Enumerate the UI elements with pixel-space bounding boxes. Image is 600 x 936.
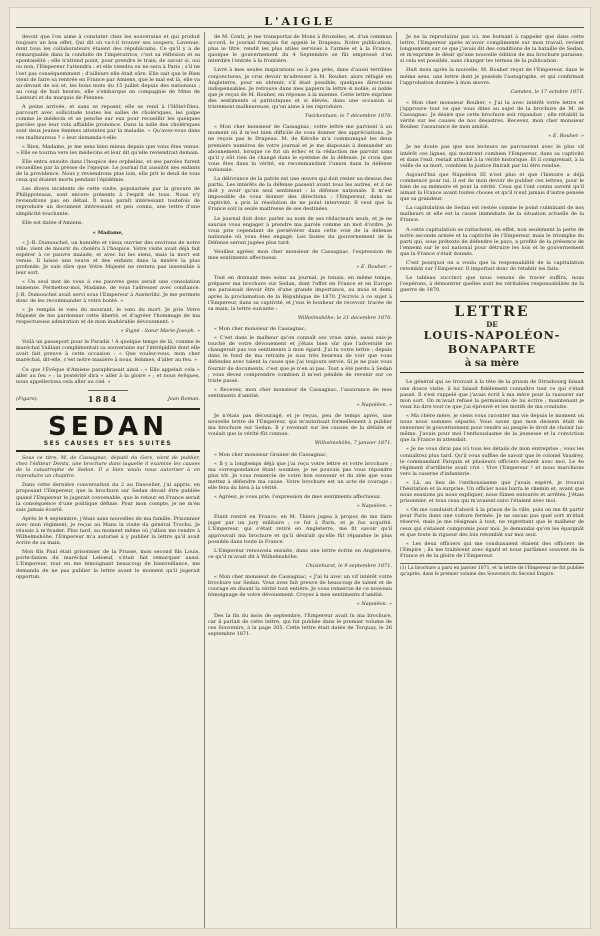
paragraph: Voilà un passeport pour le Paradis ! A quelque temps de là, comme le maréchal Vaillant complimentait sa souveraine sur l'intrépidité dont elle avait fait preuve à cette occasion : « Que voulez-vous, mon cher maréchal, dit-elle, c'est notre manière à nous, femmes, d'aller au feu. »: [16, 339, 200, 364]
paragraph: « Il y a longtemps déjà que j'ai reçu votre lettre et votre brochure ; ma correspondance étant soumise, je ne pouvais pas vous répondre plus tôt. Je vous remercie de votre bon souvenir et du zèle que vous mettez à défendre ma cause. Votre brochure est un acte de courage ; elle fera du bien à la vérité.: [208, 460, 392, 491]
lettre-name: LOUIS-NAPOLÉON-BONAPARTE: [423, 329, 561, 357]
paragraph: Le tableau succinct que nous venons de tracer suffira, nous l'espérons, à démontrer quelles sont les véritables responsabilités de la guerre de 1870.: [400, 275, 584, 294]
poem-source: (Figaro).: [16, 395, 39, 402]
paragraph: « Recevez, mon cher monsieur de Cassagnac, l'assurance de mes sentiments d'amitié.: [208, 386, 392, 399]
paragraph: La délivrance de la patrie est une œuvre qui doit rester au-dessus des partis. Les intérêts de la défense passent avant tous les autres, et il ne doit y avoir qu'un seul sentiment : la défense nationale. Il m'est impossible de vous donner des directions ; l'Empereur, dans sa captivité, a pris la résolution de ne point intervenir. Il veut que la France soit la seule maîtresse de ses destinées.: [208, 175, 392, 213]
paragraph: Aujourd'hui que Napoléon III n'est plus et que l'histoire a déjà commencé pour lui, il est de mon devoir de publier ces lettres, pour le bien de sa mémoire et pour la vérité. Ceux qui l'ont connu savent qu'il aimait la France avant toutes choses et qu'il n'eut jamais d'autre pensée que sa grandeur.: [400, 171, 584, 203]
paragraph: A cette capitulation se rattachent, en effet, non seulement la perte de notre seconde armée et la captivité de l'Empereur, mais le triomphe du parti qui, sous prétexte de défendre le pays, a profité de la présence de l'ennemi sur le sol national pour détruire les lois et le gouvernement que la France s'était donnés.: [400, 226, 584, 257]
letter-date: Camden, le 17 octobre 1871.: [510, 88, 584, 95]
lettre-title: LETTRE: [454, 304, 530, 321]
paragraph: Le général qui se trouvait à la tête de la prison de Strasbourg faisait une douce visite, il lui faisait fidèlement connaître tout ce qui s'était passé. Il s'est rappelé que j'avais écrit à ma mère pour la rassurer sur mon sort. On m'avait refusé la permission de lui écrire ; maintenant je veux lui dire tout ce que j'ai éprouvé et les motifs de ma conduite.: [400, 379, 584, 410]
paragraph: « On me conduisit d'abord à la prison de la ville, puis on me fit partir pour Paris dans une voiture fermée. Je ne savais pas quel sort m'était réservé, mais je me résignais à tout, ne regrettant que le malheur de ceux qui s'étaient compromis pour moi. Je demandai qu'on les épargnât et que toute la rigueur des lois retombât sur moi seul.: [400, 507, 584, 538]
sedan-subtitle: SES CAUSES ET SES SUITES: [43, 439, 173, 447]
sedan-title: SEDAN: [48, 411, 168, 442]
paragraph: Veuillez agréer, mon cher monsieur de Cassagnac, l'expression de mes sentiments affectueux.: [208, 249, 392, 262]
paragraph: « Je ne vous dirai pas ici tous les détails de mon entreprise ; vous les connaîtrez plus tard. Qu'il vous suffise de savoir que le colonel Vaudrey, le commandant Parquin et plusieurs officiers étaient avec moi. Le 4e régiment d'artillerie avait crié : Vive l'Empereur ! et nous marchions vers la caserne d'infanterie.: [400, 446, 584, 477]
paragraph: « Je remplis le vœu du mourant, le vœu du mort. Je prie Votre Majesté de me pardonner cette liberté, et d'agréer l'hommage de ma respectueuse admiration et de mon inaltérable dévouement. »: [16, 306, 200, 325]
paragraph: « C'est dans le malheur qu'on connaît ses vrais amis, aussi suis-je touché de votre dévouement et j'étais bien sûr que l'adversité ne changerait pas vos sentiments à mon égard. J'ai lu votre lettre ; depuis dans le fond de ma retraite je suis très heureux de voir que vous défendez avec talent la cause que j'ai toujours servie. Si je ne puis vous fournir de documents, c'est que je n'en ai pas. Tout a été perdu à Sedan ; vous devez comprendre combien il m'est pénible de revenir sur ce triste passé.: [208, 335, 392, 384]
letter-date: Wilhelmshöhe, 7 janvier 1871.: [314, 440, 392, 447]
paragraph: C'est pourquoi on a voulu que la responsabilité de la capitulation retombât sur l'Empereur. Il importait donc de rétablir les faits.: [400, 260, 584, 273]
masthead: [10, 10, 590, 28]
letter-date: Twickenham, le 7 décembre 1870.: [304, 113, 392, 120]
header-rule: [16, 450, 200, 452]
letter-salutation: « Madame,: [92, 229, 124, 236]
poem-author: Jean Roman.: [167, 395, 200, 402]
paragraph: « Mon cher monsieur Rouher, « J'ai lu avec intérêt votre lettre et j'approuve tout ce que vous dites au sujet de la brochure de M. de Cassagnac. Je désire que cette brochure soit répandue ; elle rétablit la vérité sur les causes de nos désastres. Recevez, mon cher monsieur Rouher, l'assurance de mon amitié.: [400, 99, 584, 131]
header-rule: [16, 408, 200, 410]
paragraph: « Mon cher monsieur de Cassagnac,: [214, 325, 307, 332]
paragraph: « Rien, Madame, je me sens bien mieux depuis que vous êtes venue. » Elle se tourna vers les médecins et leur dit qu'elle reviendrait demain.: [16, 143, 200, 156]
paragraph: « Mon cher monsieur de Cassagnac, « J'ai lu avec un vif intérêt votre brochure sur Sedan. Vous avez fait preuve de beaucoup de talent et de courage en disant la vérité tout entière. Je vous remercie de ce nouveau témoignage de votre dévouement. Croyez à mes sentiments d'amitié.: [208, 574, 392, 599]
paragraph: de M. Conti, je me transportai de Mons à Bruxelles, et, d'un commun accord, le journal français fut appelé le Drapeau. Notre publication, plus le titre, rendit les plus utiles services à l'armée et à la France, quoique le gouvernement du 4 Septembre se fût empressé d'en interdire l'entrée à la frontière.: [208, 34, 392, 65]
paragraph: Livré à mes seules inspirations ou à peu près, dans d'aussi terribles conjonctures, je crus devoir m'adresser à M. Rouher, alors réfugié en Angleterre, pour en obtenir, s'il était possible, quelques directions indispensables. Je retrouve dans mes papiers la lettre si noble, si noble que je reçus de M. Rouher, en réponse à la mienne. Cette lettre exprime des sentiments si patriotiques et si élevés, dans une occasion si tristement malheureuse, qu'on aime à les reproduire.: [208, 67, 392, 111]
paragraph: Le journal doit donc parler au nom de ses rédacteurs seuls, et je ne saurais vous engager à prendre ma parole comme un mot d'ordre. Je vous prie cependant de persévérer dans cette voie de la défense nationale où vous êtes engagé. Les fautes du gouvernement de la Défense seront jugées plus tard.: [208, 215, 392, 246]
lettre-subtitle: à sa mère: [464, 358, 520, 370]
paragraph: Les divers incidents de cette visite, popularisés par la gravure de Philippoteaux, sont encore présents à l'esprit de tous. Nous n'y reviendrons pas en détail. Il nous paraît intéressant toutefois de reproduire un document intéressant et peu connu, une lettre d'une simplicité touchante.: [16, 186, 200, 217]
paragraph: Huit mois après la nouvelle, M. Rouher reçut de l'Empereur, dans le même sens, une lettre dont je possède l'autographe, et qui confirmait l'approbation donnée à mon œuvre.: [400, 67, 584, 86]
letter-signature: « Napoléon. »: [356, 401, 392, 408]
newspaper-title: L'AIGLE: [264, 15, 336, 28]
sedan-article-header: [16, 408, 200, 452]
paragraph: Elle est datée d'Amiens.: [22, 219, 84, 226]
letter-date: Chislehurst, le 9 septembre 1871.: [305, 562, 392, 569]
letter-signature: « E. Rouher. »: [356, 264, 392, 271]
column-divider: [204, 32, 205, 928]
footnote: (1) La brochure a paru en janvier 1871, et la lettre de l'Empereur ne fut publiée qu'après, dans le premier volume des Souvenirs du Second Empire.: [400, 563, 584, 577]
paragraph: Elle entra ensuite dans l'hospice des orphelins, et ses paroles furent recueillies par la presse de l'époque. Le journal fut aussitôt des enfants de la providence. Nous y reviendrons plus loin, elle prit le deuil de tous ceux qui étaient morts pendant l'épidémie.: [16, 158, 200, 184]
column-2: [208, 34, 392, 926]
paragraph: « Mon cher monsieur de Cassagnac, votre lettre me parvient à un moment où il m'est bien difficile de vous donner des appréciations. Je ne reçois pas le Drapeau. M. de Kérolle m'a communiqué les deux premiers numéros de votre journal et je me disposais à demander un abonnement, lorsque ce fut un échec et la rédaction me parvint sans qu'il y eût rien de changé dans le système de la défense. Je crois que vous êtes dans la vérité, en recommandant l'union dans la défense nationale.: [208, 124, 392, 173]
column-divider: [396, 32, 397, 928]
paragraph: Tout en donnant mes soins au journal, je tenais, en même temps, préparer ma brochure sur Sedan, dont l'effet en France et en Europe me paraissait devoir être d'une grande importance, au mois et demi après la proclamation de la République de 1870. J'écrivis à ce sujet à l'Empereur, dans sa captivité, et j'eus le bonheur de recevoir, tracée de sa main, la lettre suivante :: [208, 275, 392, 312]
paragraph: La capitulation de Sedan est restée comme le point culminant de nos malheurs et elle est la cause immédiate de la situation actuelle de la France.: [400, 205, 584, 224]
separator: [88, 390, 128, 391]
letter-signature: « E. Rouher. »: [548, 133, 584, 140]
poem-footer: [16, 393, 200, 404]
paragraph: Mon fils Paul était prisonnier de la Prusse, mon second fils Louis, porte-fanion du maréchal Lebœuf, s'était fait remarquer aussi. L'Empereur, tout en me témoignant beaucoup de bienveillance, me demanda de ne pas publier la lettre avant le moment qu'il jugerait opportun.: [16, 549, 200, 580]
letter-signature: « Napoléon. »: [356, 503, 392, 510]
paragraph: « Agréez, je vous prie, l'expression de mes sentiments affectueux.: [214, 494, 382, 501]
poem-year: 1884: [87, 393, 119, 404]
paragraph: devoir que l'on aime à constater chez les souverains et qui produit toujours un bon effet. Qui dit où va-t-il trouver ses soupers, Lavenue, dont tous les collaborateurs étaient des républicains. Ce qu'il y a de remarquable dans la conduite de l'impératrice, c'est sa réflexion et sa spontanéité ; elle n'attend point, pour prendre le train, de savoir si, oui ou non, l'Empereur l'attendra : et elle viendra ou ne sera à Paris ; s'il ne l'est pas conséquemment ; d'ailleurs elle était sûre. Elle sait que le Bien vient de faire sa rentrée en France par Amiens, que le mal est là, elle va au-devant de soi et, les bons mots du 15 juillet depuis des nationaux ; au coup de huit heures, elle s'embarque en compagnie de Mme de Lasteuri et du marquis de Piennes.: [16, 34, 200, 101]
paragraph: L'Empereur renouvela ensuite, dans une lettre écrite en Angleterre, ce qu'il m'avait dit à Wilhelmshöhe.: [208, 547, 392, 560]
letter-date: Wilhelmshöhe, le 21 décembre 1870.: [297, 314, 392, 321]
column-3: [400, 34, 584, 926]
paragraph: Étant rentré en France, en M. Thiers jugea à propos de me faire juger par un jury militaire ; ce fut à Paris, et je fus acquitté. L'Empereur, qui s'était retiré en Angleterre, me fit savoir qu'il approuvait ma brochure et qu'il désirait qu'elle fût répandue le plus possible dans toute la France.: [208, 514, 392, 545]
paragraph: « Ma chère mère, je viens vous raconter ma vie depuis le moment où nous nous sommes séparés. Vous savez que mon dessein était de renverser le gouvernement pour rendre au peuple le droit de choisir lui-même. J'avais pour moi l'enthousiasme de la jeunesse et la conviction que la France m'attendait.: [400, 412, 584, 444]
paragraph: « Mon cher monsieur Granier de Cassagnac,: [214, 451, 328, 458]
paragraph: Dans cette dernière conversation du 2 au Dauvelier, j'ai appris, en proposant l'Empereur, que la brochure sur Sedan devait être publiée quand l'Empereur le jugerait convenable, que le retour en France serait la conséquence d'une politique définie. Pour mon compte, je ne m'en suis jamais écarté.: [16, 482, 200, 513]
header-rule: [400, 301, 584, 302]
paragraph: Après le 4 septembre, j'étais sans nouvelles de ma famille. Prisonnier avec mon régiment, je reçus au Mans la visite du général Trochu. Je réussis à m'évader. Plus tard, au moment même où j'allais me rendre à Wilhelmshöhe, l'Empereur m'a autorisé à y publier la lettre qu'il avait écrite de sa main.: [16, 515, 200, 547]
masthead-rule: [16, 27, 584, 28]
letter-signature: « Signé : Sœur Marie-Joseph. »: [120, 328, 200, 335]
paragraph: « Les deux officiers qui me conduisaient étaient des officiers de l'Empire ; ils me traitèrent avec égard et nous parlâmes souvent de la France et de la gloire de l'Empereur.: [400, 540, 584, 559]
paragraph: Des la fin du mois de septembre, l'Empereur avait lu ma brochure, car il parlait de cette lettre, qui fut publiée dans le premier volume de ces Souvenirs, à la page 205. Cette lettre était datée de Torquay, le 26 septembre 1871.: [208, 612, 392, 637]
paragraph: A peine arrivée, et sans se reposer, elle se rend à l'Hôtel-Dieu, parcourt avec sollicitude toutes les salles de cholériques, les palpe comme le médecin et se penche sur eux pour recueillir les quelques paroles que leur voix affaiblie prononce. Dans la salle des cholériques sont deux jeunes femmes atteintes par la maladie. « Qu'avez-vous dans ces malheureux ? » leur demanda-t-elle.: [16, 104, 200, 141]
header-rule: [400, 372, 584, 373]
letter-signature: « Napoléon. »: [356, 601, 392, 608]
column-1: [16, 34, 200, 926]
paragraph: Je ne doute pas que nos lecteurs ne parcourent avec le plus vif intérêt ces lignes, qui montrent combien l'Empereur, dans sa captivité et dans l'exil, restait attaché à la vérité historique. Et il comprenait, à la veille de sa mort, combien la justice finirait par lui être rendue.: [400, 144, 584, 169]
lettre-article-header: [400, 301, 584, 373]
sedan-intro: Sous ce titre, M. de Cassagnac, député du Gers, vient de publier, chez l'éditeur Dentu, une brochure dans laquelle il examine les causes de la catastrophe de Sedan. Il a bien voulu nous autoriser à en reproduire un chapitre.: [16, 454, 200, 480]
lettre-of: DE: [486, 320, 498, 330]
paragraph: « J.-B. Dumouchel, un honnête et vieux ouvrier des environs de notre ville, vient de mourir du choléra à l'hospice. Votre visite avait déjà fait espérer à ce pauvre malade, et avec lui les siens, mais la mort est venue. Il laisse une veuve et des enfants dans la misère la plus profonde. Je suis sûre que Votre Majesté ne restera pas insensible à leur sort.: [16, 239, 200, 277]
paragraph: « Un seul mot de vous à ces pauvres gens serait une consolation immense. Permettez-moi, Madame, de vous l'adresser avec confiance. J.-B. Dumouchel avait servi sous l'Empereur à Austerlitz. Je me permets donc de les recommander à votre bonté. »: [16, 279, 200, 304]
paragraph: Je ne la reproduirai pas ici, me bornant à rappeler que dans cette lettre, l'Empereur après m'avoir complimenté sur mon travail, revient longuement sur ce que j'avais dit des conditions de la bataille de Sedan, et m'exprime le désir qu'une nouvelle édition de ma brochure paraisse, si cela est possible, sans changer les termes de la publication.: [400, 34, 584, 65]
paragraph: « Là, au lieu de l'enthousiasme que j'avais espéré, je trouvai l'hésitation et la surprise. Un officier nous barra le chemin et, avant que nous eussions pu nous expliquer, nous fûmes entourés et arrêtés. J'étais prisonnier, et tous ceux qui m'avaient suivi l'étaient avec moi.: [400, 479, 584, 505]
paragraph: Ce que l'Évêque d'Amiens paraphrasait ainsi : « Elle appelait cela « aller au feu » ; la postérité dira « aller à la gloire » ; et nous évêques, nous appellerions cela aller au ciel. »: [16, 366, 200, 385]
paragraph: Je n'étais pas découragé, et je reçus, peu de temps après, une nouvelle lettre de l'Empereur, qui m'autorisait formellement à publier ma brochure sur Sedan. Il y revenait sur les causes de la défaite et voulait que la vérité fût connue.: [208, 413, 392, 438]
newspaper-page: [10, 8, 590, 928]
